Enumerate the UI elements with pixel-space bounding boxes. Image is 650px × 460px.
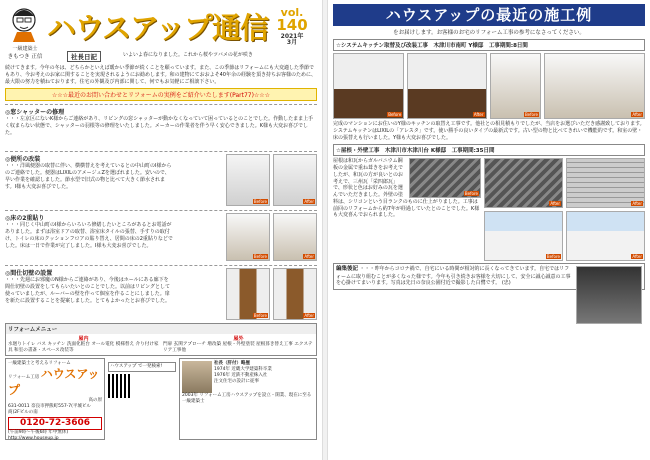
left-page (0, 0, 322, 460)
business-hours: (午前9時〜午後6時 年中無休) (8, 430, 69, 436)
menu-outer-title: 屋外 (233, 336, 244, 343)
photo-before: Before (490, 53, 542, 119)
newsletter-title: ハウスアップ通信 (47, 11, 269, 45)
job2-body: 屋根は和瓦からガルバニウム鋼板の金属で重ね葺きをお考えでしたが、和瓦の方が良いとのお考えで、三州瓦「栄四郎瓦」で、形状と色はお好みの瓦を選んでいただきました。外壁の塗料は、シリコンという目ランクのものに仕上がりました。工事は前回のリフォームから約7年が経過していたとのことでした。K様も大変喜んでおられました。 (333, 158, 480, 219)
job2-photos (484, 158, 645, 261)
heron-photo (576, 266, 642, 324)
president-portrait (182, 361, 212, 393)
section-title: ◎便所の改装 (5, 156, 41, 164)
photo-before: Before (226, 268, 270, 320)
toilet-photos (226, 154, 317, 206)
vol-label: vol. (280, 6, 304, 19)
profile-1976: 1976年 近鉄不動産株入社 (214, 372, 268, 378)
photo-after: After (273, 213, 317, 261)
section-title: ◎床の2重貼り (5, 215, 45, 223)
vol-number: 140 (276, 16, 308, 34)
issue-month: 3月 (286, 39, 298, 46)
right-page (328, 0, 650, 460)
photo-before: Before (484, 211, 563, 261)
phone-number[interactable]: 0120-72-3606 (8, 417, 102, 431)
photo-before: Before (226, 213, 270, 261)
company-name: ハウスアップ (8, 367, 100, 397)
diary-body: 続けてきます。今年の冬は、どちらかといえば暖かい季節が続くことを願っています。また、この季節はリフォームにも大変適した季節でもあり、今お考えのお家に関することを実現されるようにお勧めします。和の建物にておおよそ40年余の経験を頂き持ちお客様のために、最大限の努力を積ねております。住宅の外観及び内部に関して、何でもお気軽にご相談下さい。 (5, 65, 316, 85)
section-floor (5, 210, 317, 262)
section-body: ・・・左京区にないK様からご連絡があり、リビングの窓シャッターが動かなくなっていて困っているとのことでした。作動したまま上手く収まらない状態で、シャッターの羽根等の修理をいたしました。メーカーの作業者を伴う早く安心できました。K様も大変お喜びでした。 (5, 116, 314, 136)
diary-first-line: いよいよ春になりました。これから桜やツバメの花が咲き (123, 52, 253, 58)
photo-after: After (544, 53, 645, 119)
section-title: ◎間仕切壁の設置 (5, 270, 53, 278)
photo-after: After (273, 268, 317, 320)
volume-box (267, 7, 317, 46)
qr-code-icon[interactable] (108, 374, 132, 398)
company-address: 631-0011 奈良市押熊町557-7(平城ビル商)2Fビルの南 (8, 404, 91, 415)
profile-tag: 一級建築士 (182, 399, 205, 405)
editors-note-body: ・・・昨年からコロナ禍で、自宅にいる時間が相対的に長くなってきています。自宅ではリフォームに取り組むことが多くなった様です。今年も引き続きお客様を大切にして、安全に誠心誠意の工事を心掛けてまいります。写真は先日の奈良公園付近で撮影した白鷺です。 (336, 266, 571, 287)
profile-1974: 1974年 近畿大学建築科卒業 (214, 367, 272, 373)
editors-note-title: 編集後記 (336, 266, 359, 273)
photo-before: Before (409, 158, 481, 198)
photo-after: After (566, 158, 645, 208)
photo-before: Before (333, 53, 404, 119)
photo-after: After (484, 158, 563, 208)
section-body: ・・・先週にお邪魔のN様からご連絡があり、今後はホールにある廊下を間仕切壁の設置をしてもらいたいとのことでした。以前はリビングとして使っていましたが、ルーバーの壁を作って個室を作ることにしました。扉を新たに設置することを提案しました。とてもよかったとお喜びでした。 (5, 277, 171, 304)
job1-photos (333, 53, 645, 119)
job1-header: ☆システムキッチン取替及び改装工事 木津川市南町 Y様邸 工事期間:8日間 (333, 39, 645, 51)
diary-tag: 社長日記 (67, 51, 101, 62)
editors-note-sign: (忠) (501, 280, 511, 287)
company-box (5, 358, 105, 440)
profile-title: 社長（肝付）略歴 (214, 361, 250, 367)
section-shutter (5, 104, 317, 148)
job1-body: 完成のマンションにお住いのY様のキッチンの取替え工事です。他社との相見積もりでしたが、当店をお選びいただき感謝致しております。システムキッチンはLIXILの「アレスタ」です。使い勝手の良いタイプの最新式です。古い型の物と比べてきれいで機能的です。和室の壁・床の張替えも行いました。Y様も大変お喜びでした。 (333, 121, 645, 141)
photo-after: After (273, 154, 317, 206)
website-url[interactable]: http://www.houseup.jp (8, 436, 59, 442)
photo-before: Before (226, 154, 270, 206)
issue-year: 2021年 (280, 33, 304, 40)
section-body: ・・・同じく中山町のI様からいろいろ修繕したいところがあるとお電話がありました。まずは浴室ドアの取替、浴室床タイルの張替、手すりの取付け、トイレの床のクッションフロアの貼り替え、居間の床の2重貼りなどでした。床は一日で作業が完了しました。I様も大変お喜びでした。 (5, 222, 173, 249)
menu-outer-items: 門扉 玄関アプローチ 増改築 屋根・外壁塗装 屋根葺き替え工事 エクステリア工事他 (163, 342, 313, 354)
examples-band: ☆☆☆最近のお問い合わせとリフォームの実例をご紹介いたします(Part77)☆☆☆ (5, 88, 317, 101)
menu-inner-items: 水廻りトイレ バス キッチン 洗面化粧台 オール電化 模様替え 介り付け家具 和室の書斎・スペース改装等 (8, 342, 159, 354)
reform-menu (5, 323, 317, 356)
section-toilet (5, 151, 317, 207)
menu-inner-title: 屋内 (78, 336, 89, 343)
author-role: 一級建築士 (12, 46, 38, 52)
photo-after: After (566, 211, 645, 261)
newsletter-header (5, 4, 317, 64)
search-box (108, 358, 176, 440)
company-type: リフォーム工房 (8, 375, 40, 381)
company-tagline: 一級建築士と考えるリフォーム (8, 361, 71, 367)
recent-works-subtitle: をお届けします。お客様のお宅のリフォーム工事の参考になさってください。 (393, 30, 585, 36)
section-title: ◎窓シャッターの修理 (5, 109, 65, 117)
profile-box (179, 358, 317, 440)
recent-works-title: ハウスアップの最近の施工例 (333, 4, 645, 26)
search-hint: で一発検索! (138, 364, 163, 370)
photo-after: After (407, 53, 486, 119)
job2-header: ☆屋根・外壁工事 木津川市木津川台 K様邸 工事期間:35日間 (333, 144, 645, 156)
profile-mid: 注文住宅の設計に従事 (214, 378, 259, 384)
author-name: きもつき 正信 (7, 54, 43, 60)
section-partition (5, 265, 317, 321)
floor-photos (226, 213, 317, 261)
company-footer (5, 358, 317, 440)
search-word: ハウスアップ (110, 364, 137, 370)
profile-2003: 2003年 リフォーム工房ハウスアップを設立・開業、現在に至る (182, 393, 312, 399)
menu-header: リフォームメニュー (6, 324, 316, 334)
partition-photos (226, 268, 317, 320)
section-body: ・・・洋風便器の取替に伴い、横横替えを考えているとの中山町のI様からのご連絡でした。便器はLIXILのアメージュZを選ばれました。安いので、早い作業を確認しました。節水型で旧式の物と比べて大きく節水されます。I様も大変お喜びでした。 (5, 163, 172, 190)
author-caricature-icon (9, 6, 39, 42)
job2-content (333, 158, 645, 261)
editors-note (333, 263, 645, 290)
company-place: 高の原 (88, 398, 102, 404)
